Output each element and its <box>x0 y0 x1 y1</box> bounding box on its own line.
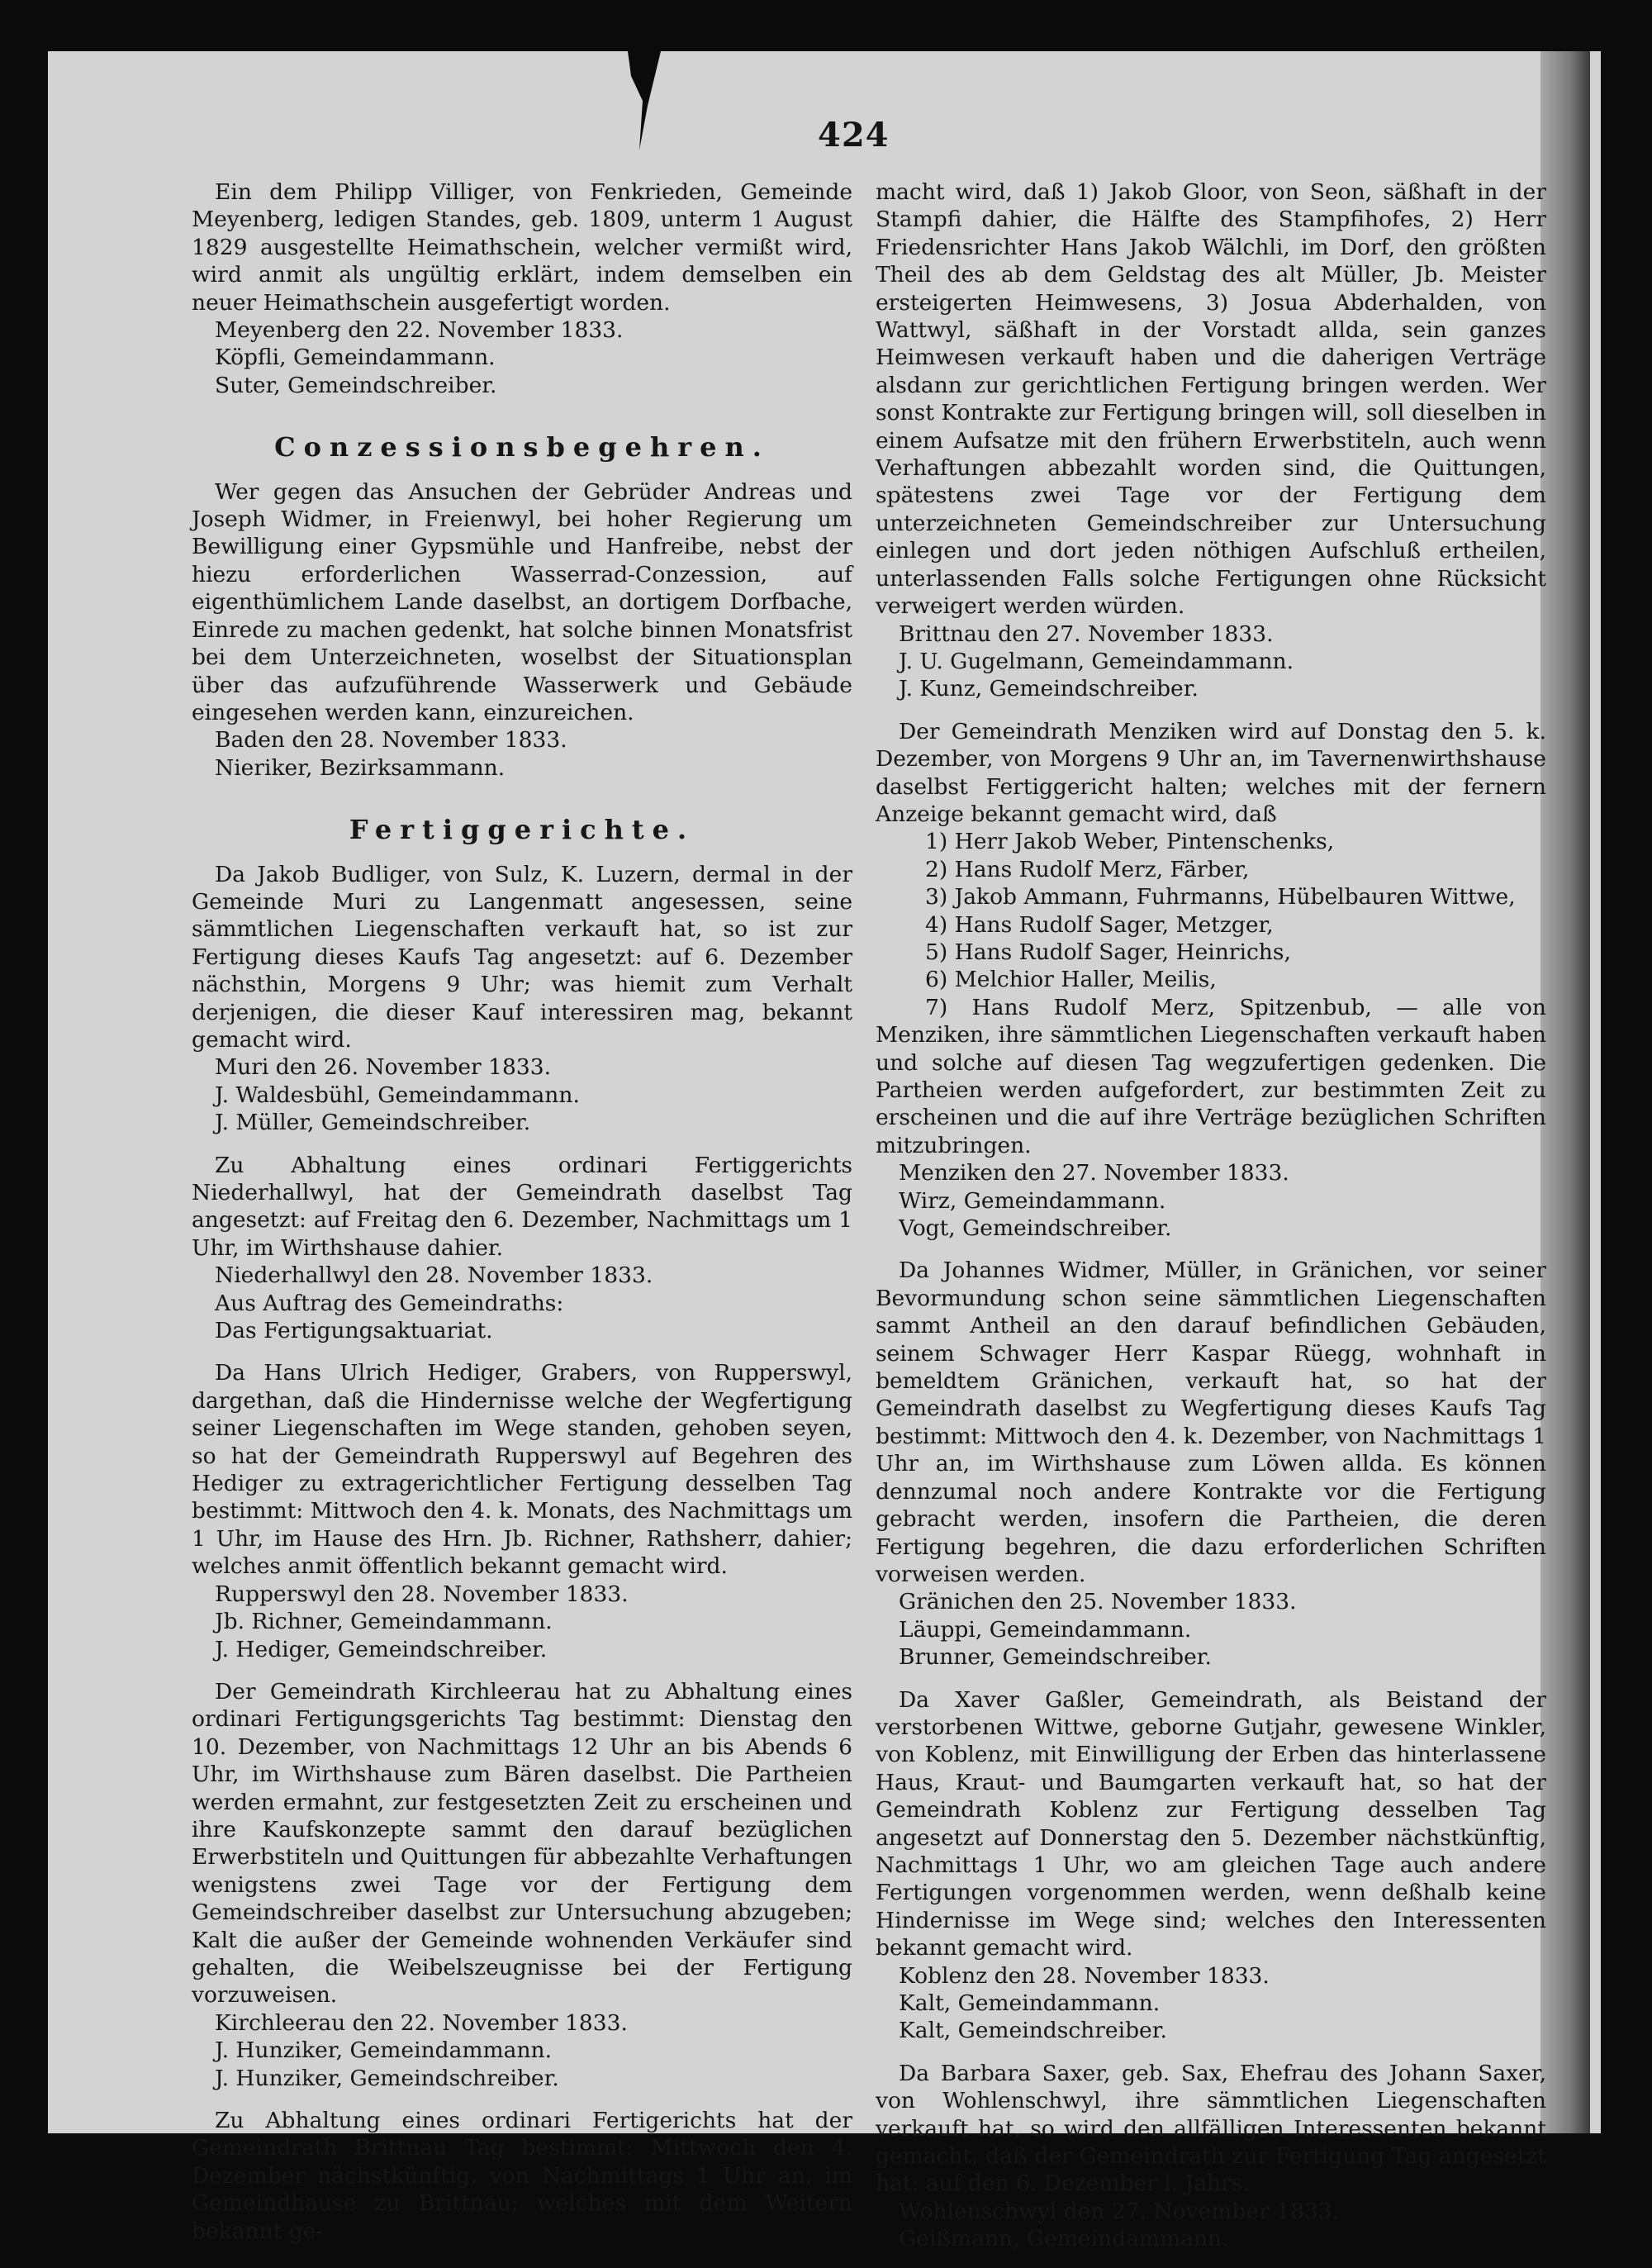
notice-date: Kirchleerau den 22. November 1833. <box>215 2009 628 2036</box>
notice-body: Da Hans Ulrich Hediger, Grabers, von Rupperswyl, dargethan, daß die Hindernisse welche der Wegfertigung seiner Liegenschaften im Wege standen, gehoben seyen, so hat der Gemeindrath Rupperswyl auf Begehren des Hediger zu extragerichtlicher Fertigung desselben Tag bestimmt: Mittwoch den 4. k. Monats, des Nachmittags um 1 Uhr, im Hause des Hrn. Jb. Richner, Rathsherr, dahier; welches anmit öffentlich bekannt gemacht wird. <box>192 1360 852 1580</box>
right-column <box>876 178 1546 2268</box>
notice-date: Meyenberg den 22. November 1833. <box>215 317 624 344</box>
page-number: 424 <box>818 116 890 155</box>
notice-koblenz <box>876 1686 1546 2045</box>
list-item: 5) Hans Rudolf Sager, Heinrichs, <box>925 939 1291 965</box>
notice-signature: Köpfli, Gemeindammann. <box>215 345 496 371</box>
notice-date: Brittnau den 27. November 1833. <box>899 620 1274 647</box>
list-item: 4) Hans Rudolf Sager, Metzger, <box>925 911 1274 938</box>
notice-body: Zu Abhaltung eines ordinari Fertiggerichts Niederhallwyl, hat der Gemeindrath daselbst Tag angesetzt: auf Freitag den 6. Dezember, Nachmittags um 1 Uhr, im Wirthshause dahier. <box>192 1152 852 1261</box>
list-item: 3) Jakob Ammann, Fuhrmanns, Hübelbauren Wittwe, <box>925 884 1516 911</box>
notice-body: Zu Abhaltung eines ordinari Fertigerichts hat der Gemeindrath Brittnau Tag bestimmt: Mittwoch den 4. Dezember nächstkünftig, von Nachmittags 1 Uhr an, im Gemeindhause zu Brittnau; welches mit dem Weitern bekannt ge- <box>192 2108 852 2244</box>
notice-date: Koblenz den 28. November 1833. <box>899 1962 1270 1989</box>
notice-body: Da Xaver Gaßler, Gemeindrath, als Beistand der verstorbenen Wittwe, geborne Gutjahr, gewesene Winkler, von Koblenz, mit Einwilligung der Erben das hinterlassene Haus, Kraut- und Baumgarten verkauft hat, so hat der Gemeindrath Koblenz zur Fertigung desselben Tag angesetzt auf Donnerstag den 5. Dezember nächstkünftig, Nachmittags 1 Uhr, wo am gleichen Tage auch andere Fertigungen vorgenommen werden, wenn deßhalb keine Hindernisse im Wege sind; welches den Interessenten bekannt gemacht wird. <box>876 1686 1546 1961</box>
notice-body: Da Johannes Widmer, Müller, in Gränichen, vor seiner Bevormundung schon seine sämmtlichen Liegenschaften sammt Antheil an den darauf befindlichen Gebäuden, seinem Schwager Herr Kaspar Rüegg, wohnhaft in bemeldtem Gränichen, verkauft hat, so hat der Gemeindrath daselbst zu Wegfertigung dieses Kaufs Tag bestimmt: Mittwoch den 4. k. Dezember, von Nachmittags 1 Uhr an, im Wirthshause zum Löwen allda. Es können dennzumal noch andere Kontrakte vor die Fertigung gebracht werden, insofern die Partheien, die deren Fertigung begehren, die dazu erforderlichen Schriften vorweisen werden. <box>876 1258 1546 1587</box>
notice-signature: Nieriker, Bezirksammann. <box>215 754 506 781</box>
list-item: 6) Melchior Haller, Meilis, <box>925 967 1217 993</box>
notice-date: Menziken den 27. November 1833. <box>899 1160 1289 1186</box>
list-item: 2) Hans Rudolf Merz, Färber, <box>925 856 1250 882</box>
notice-date: Gränichen den 25. November 1833. <box>899 1589 1297 1615</box>
notice-signature: Geißmann, Gemeindammann. <box>899 2226 1229 2252</box>
notice-date: Niederhallwyl den 28. November 1833. <box>215 1262 653 1289</box>
notice-body: Ein dem Philipp Villiger, von Fenkrieden, Gemeinde Meyenberg, ledigen Standes, geb. 1809, unterm 1 August 1829 ausgestellte Heimathschein, welcher vermißt wird, wird anmit als ungültig erklärt, indem demselben ein neuer Heimathschein ausgefertigt worden. <box>192 179 852 316</box>
notice-heimatschein <box>192 178 852 399</box>
notice-graenichen <box>876 1257 1546 1671</box>
notice-signature: Wirz, Gemeindammann. <box>899 1187 1166 1214</box>
notice-signature: J. Müller, Gemeindschreiber. <box>215 1110 531 1136</box>
notice-signature: J. Hediger, Gemeindschreiber. <box>215 1636 548 1662</box>
notice-signature: Vogt, Gemeindschreiber. <box>899 1215 1172 1242</box>
notice-brittnau-start <box>192 2107 852 2245</box>
notice-signature: J. Kunz, Gemeindschreiber. <box>899 676 1199 702</box>
notice-signature: Läuppi, Gemeindammann. <box>899 1616 1192 1643</box>
notice-signature: J. Waldesbühl, Gemeindammann. <box>215 1082 580 1108</box>
section-title-fertiggerichte: Fertiggerichte. <box>349 814 695 846</box>
notice-date: Muri den 26. November 1833. <box>215 1054 551 1081</box>
notice-body: Da Jakob Budliger, von Sulz, K. Luzern, dermal in der Gemeinde Muri zu Langenmatt angesessen, seine sämmtlichen Liegenschaften verkauft hat, so ist zur Fertigung dieses Kaufs Tag angesetzt: auf 6. Dezember nächsthin, Morgens 9 Uhr; was hiemit zum Verhalt derjenigen, die dieser Kauf interessiren mag, bekannt gemacht wird. <box>192 861 852 1053</box>
notice-signature: J. Hunziker, Gemeindschreiber. <box>215 2065 559 2091</box>
notice-body: Der Gemeindrath Menziken wird auf Donstag den 5. k. Dezember, von Morgens 9 Uhr an, im Tavernenwirthshause daselbst Fertiggericht halten; welches mit der fernern Anzeige bekannt gemacht wird, daß <box>876 718 1546 827</box>
list-item: 1) Herr Jakob Weber, Pintenschenks, <box>925 829 1335 855</box>
notice-body: Der Gemeindrath Kirchleerau hat zu Abhaltung eines ordinari Fertigungsgerichts Tag bestimmt: Dienstag den 10. Dezember, von Nachmittags 12 Uhr an bis Abends 6 Uhr, im Wirthshause zum Bären daselbst. Die Partheien werden ermahnt, zur festgesetzten Zeit zu erscheinen und ihre Kaufskonzepte sammt den darauf bezüglichen Erwerbstiteln und Quittungen für abbezahlte Verhaftungen wenigstens zwei Tage vor der Fertigung dem Gemeindschreiber daselbst zur Untersuchung abzugeben; Kalt die außer der Gemeinde wohnenden Verkäufer sind gehalten, die Weibelszeugnisse bei der Fertigung vorzuweisen. <box>192 1678 852 2009</box>
notice-signature: Suter, Gemeindschreiber. <box>215 372 497 398</box>
notice-signature: J. Hunziker, Gemeindammann. <box>215 2037 553 2064</box>
notice-menziken <box>876 718 1546 1243</box>
seller-list <box>876 828 1546 1159</box>
notice-date: Rupperswyl den 28. November 1833. <box>215 1581 629 1607</box>
book-gutter <box>1540 51 1590 2133</box>
notice-body: Da Barbara Saxer, geb. Sax, Ehefrau des Johann Saxer, von Wohlenschwyl, ihre sämmtlichen Liegenschaften verkauft hat, so wird den allfälligen Interessenten bekannt gemacht, daß der Gemeindrath zur Fertigung Tag angesetzt hat: auf den 6. Dezember l. Jahrs. <box>876 2060 1546 2197</box>
notice-kirchleerau <box>192 1678 852 2092</box>
section-title-conzession: Conzessionsbegehren. <box>274 431 770 464</box>
notice-date: Baden den 28. November 1833. <box>215 727 567 754</box>
notice-muri <box>192 861 852 1137</box>
notice-niederhallwyl <box>192 1152 852 1345</box>
list-item: 7) Hans Rudolf Merz, Spitzenbub, — alle von Menziken, ihre sämmtlichen Liegenschaften verkauft haben und solche auf diesen Tag wegzufertigen gedenken. Die Partheien werden aufgefordert, zur bestimmten Zeit zu erscheinen und die auf ihre Verträge bezüglichen Schriften mitzubringen. <box>876 994 1546 1158</box>
notice-date: Wohlenschwyl den 27. November 1833. <box>899 2198 1339 2224</box>
notice-body: macht wird, daß 1) Jakob Gloor, von Seon, säßhaft in der Stampfi dahier, die Hälfte des Stampfihofes, 2) Herr Friedensrichter Hans Jakob Wälchli, im Dorf, den größten Theil des ab dem Geldstag des alt Müller, Jb. Meister ersteigerten Heimwesens, 3) Josua Abderhalden, von Wattwyl, säßhaft in der Vorstadt allda, sein ganzes Heimwesen verkauft haben und die daherigen Verträge alsdann zur gerichtlichen Fertigung bringen werden. Wer sonst Kontrakte zur Fertigung bringen will, soll dieselben in einem Aufsatze mit den frühern Erwerbstiteln, auch wenn Verhaftungen abbezahlt worden sind, die Quittungen, spätestens zwei Tage vor der Fertigung dem unterzeichneten Gemeindschreiber zur Untersuchung einlegen und dort jeden nöthigen Aufschluß ertheilen, unterlassenden Falls solche Fertigungen ohne Rücksicht verweigert werden würden. <box>876 179 1546 620</box>
notice-signature: J. U. Gugelmann, Gemeindammann. <box>899 648 1294 674</box>
notice-signature: Brunner, Gemeindschreiber. <box>899 1644 1212 1671</box>
notice-signature: Kalt, Gemeindschreiber. <box>899 2018 1167 2044</box>
notice-wohlenschwyl <box>876 2060 1546 2253</box>
notice-signature: Kalt, Gemeindammann. <box>899 1990 1161 2016</box>
notice-signature: Jb. Richner, Gemeindammann. <box>215 1609 553 1635</box>
notice-signature: Das Fertigungsaktuariat. <box>215 1318 493 1344</box>
notice-conzession <box>192 478 852 782</box>
notice-rupperswyl <box>192 1359 852 1662</box>
notice-signature: Aus Auftrag des Gemeindraths: <box>215 1290 564 1316</box>
left-column <box>192 178 852 2260</box>
notice-brittnau-continued <box>876 178 1546 703</box>
notice-body: Wer gegen das Ansuchen der Gebrüder Andreas und Joseph Widmer, in Freienwyl, bei hoher Regierung um Bewilligung einer Gypsmühle und Hanfreibe, nebst der hiezu erforderlichen Wasserrad-Conzession, auf eigenthümlichem Lande daselbst, an dortigem Dorfbache, Einrede zu machen gedenkt, hat solche binnen Monatsfrist bei dem Unterzeichneten, woselbst der Situationsplan über das aufzuführende Wasserwerk und Gebäude eingesehen werden kann, einzureichen. <box>192 478 852 725</box>
